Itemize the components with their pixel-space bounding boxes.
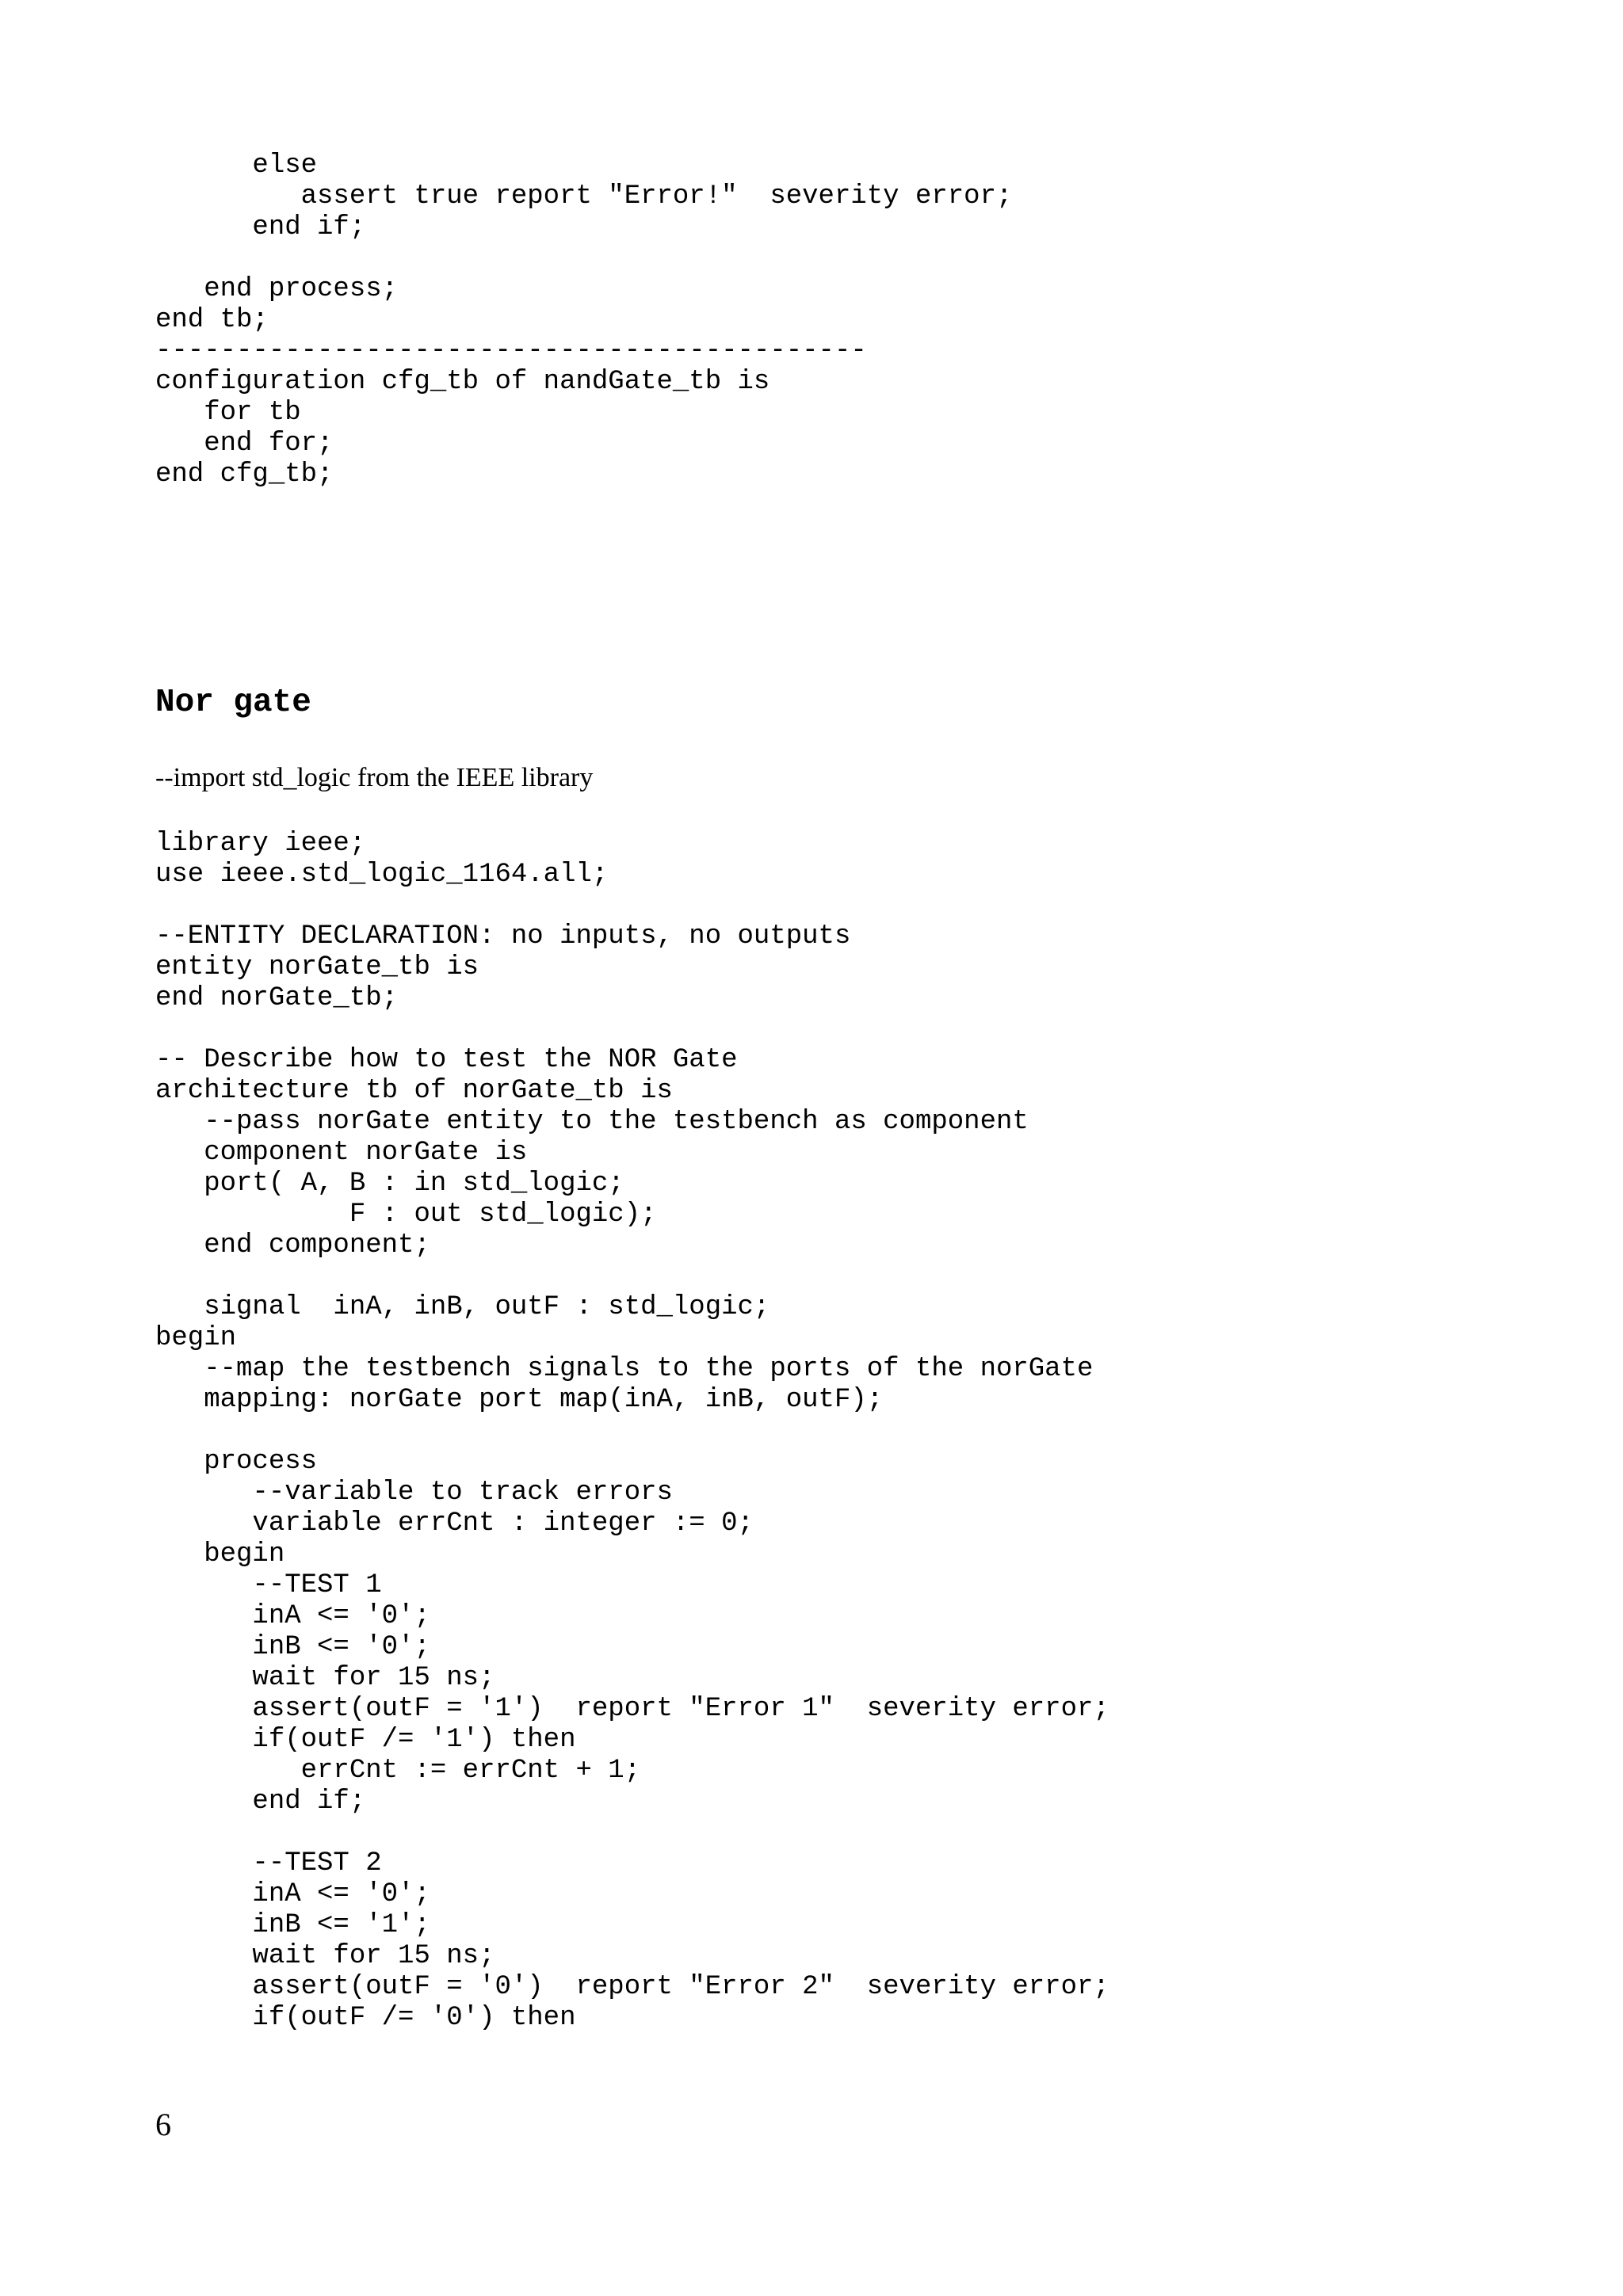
- code-line: --TEST 1: [155, 1570, 382, 1600]
- code-line: end norGate_tb;: [155, 983, 399, 1013]
- code-line: assert true report "Error!" severity error;: [155, 181, 1013, 212]
- code-line: assert(outF = '1') report "Error 1" severity error;: [155, 1694, 1109, 1724]
- code-line: inA <= '0';: [155, 1879, 430, 1909]
- code-line: begin: [155, 1323, 237, 1353]
- code-line: inA <= '0';: [155, 1601, 430, 1631]
- code-line: --TEST 2: [155, 1848, 382, 1878]
- code-line: end if;: [155, 212, 366, 242]
- page-number: 6: [155, 2107, 171, 2142]
- code-line: errCnt := errCnt + 1;: [155, 1756, 641, 1786]
- code-line: --variable to track errors: [155, 1478, 673, 1508]
- code-line: --map the testbench signals to the ports of the norGate: [155, 1354, 1094, 1384]
- code-line: inB <= '1';: [155, 1910, 430, 1940]
- code-line: use ieee.std_logic_1164.all;: [155, 860, 609, 890]
- code-line: begin: [155, 1539, 285, 1569]
- intro-comment: --import std_logic from the IEEE library: [155, 763, 594, 792]
- code-line: inB <= '0';: [155, 1632, 430, 1662]
- code-line: if(outF /= '0') then: [155, 2003, 576, 2033]
- code-line: component norGate is: [155, 1138, 528, 1168]
- code-line: --ENTITY DECLARATION: no inputs, no outputs: [155, 921, 851, 952]
- code-line: wait for 15 ns;: [155, 1941, 495, 1971]
- code-line: -- Describe how to test the NOR Gate: [155, 1045, 738, 1075]
- code-line: port( A, B : in std_logic;: [155, 1169, 624, 1199]
- code-line: entity norGate_tb is: [155, 952, 479, 982]
- code-line: wait for 15 ns;: [155, 1663, 495, 1693]
- code-line: F : out std_logic);: [155, 1199, 657, 1230]
- code-line: for tb: [155, 398, 301, 428]
- code-line: architecture tb of norGate_tb is: [155, 1076, 673, 1106]
- code-line: --pass norGate entity to the testbench as component: [155, 1107, 1029, 1137]
- code-line: end for;: [155, 429, 334, 459]
- code-line: assert(outF = '0') report "Error 2" severity error;: [155, 1972, 1109, 2002]
- code-line: signal inA, inB, outF : std_logic;: [155, 1292, 770, 1322]
- section-heading: Nor gate: [155, 685, 311, 721]
- code-line: end process;: [155, 274, 399, 304]
- code-line: variable errCnt : integer := 0;: [155, 1508, 754, 1539]
- code-line: else: [155, 151, 318, 181]
- code-line: mapping: norGate port map(inA, inB, outF);: [155, 1385, 884, 1415]
- code-line: process: [155, 1447, 318, 1477]
- code-line: end if;: [155, 1787, 366, 1817]
- code-line: if(outF /= '1') then: [155, 1725, 576, 1755]
- code-block-main: [155, 829, 1109, 2034]
- code-block-top: [155, 151, 1012, 490]
- code-line: library ieee;: [155, 829, 366, 859]
- code-line: configuration cfg_tb of nandGate_tb is: [155, 367, 770, 397]
- code-line: end component;: [155, 1230, 430, 1261]
- code-line: end tb;: [155, 305, 269, 335]
- code-line: end cfg_tb;: [155, 460, 334, 490]
- code-line: --------------------------------------------: [155, 336, 867, 366]
